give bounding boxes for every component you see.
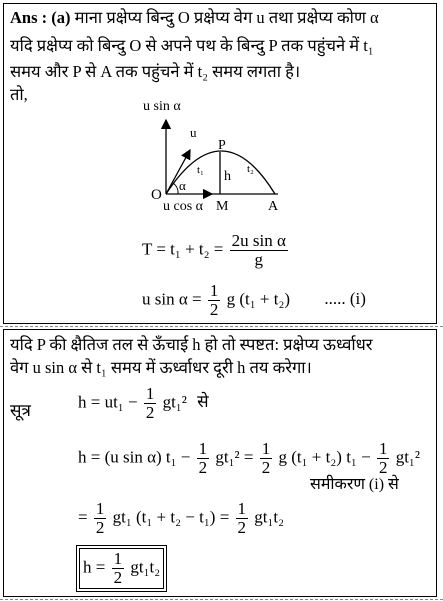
- eq2-c: g (t₁ + t₂) t₁ −: [278, 447, 371, 467]
- label-h: h: [224, 169, 231, 184]
- eq1-after: से: [197, 392, 209, 412]
- eq2-frac3-den: 2: [378, 458, 388, 477]
- eq2-frac2: [260, 440, 273, 477]
- label-P: P: [218, 138, 226, 153]
- eq2-frac1-den: 2: [198, 458, 208, 477]
- label-u: u: [190, 125, 197, 140]
- final-result-box: [76, 545, 167, 592]
- eq-usin-num: 1: [209, 281, 219, 300]
- eq1-num: 1: [145, 384, 155, 403]
- part2-line-2: वेग u sin α से t₁ समय में ऊर्ध्वाधर दूरी h तय करेगा।: [10, 358, 312, 377]
- eq3-frac1-num: 1: [95, 499, 105, 518]
- sutra-label: सूत्र: [10, 401, 31, 420]
- eq-T-num: 2u sin α: [231, 231, 286, 250]
- eq-usin-den: 2: [209, 300, 219, 319]
- intro-line-3: समय और P से A तक पहुंचने में t₂ समय लगता है।: [10, 62, 301, 81]
- intro-text-1: माना प्रक्षेप्य बिन्दु O प्रक्षेप्य वेग u तथा प्रक्षेप्य कोण α: [74, 8, 379, 27]
- eq2-a: h = (u sin α) t₁ −: [78, 447, 191, 467]
- eq2-frac2-num: 1: [261, 439, 271, 458]
- bottom-divider: [0, 599, 443, 600]
- equation-h1: [78, 385, 209, 422]
- eq2-frac1-num: 1: [198, 439, 208, 458]
- label-t1: t₁: [197, 164, 204, 176]
- label-A: A: [268, 199, 279, 214]
- final-num: 1: [113, 549, 123, 568]
- eq3-frac2: [236, 500, 249, 537]
- label-t2: t₂: [247, 163, 254, 175]
- eq3-c: gt₁t₂: [254, 507, 285, 527]
- eq3-frac1: [94, 500, 107, 537]
- eq1-den: 2: [145, 403, 155, 422]
- eq3-frac2-num: 1: [237, 499, 247, 518]
- eq-T-lhs: T = t₁ + t₂ =: [142, 239, 224, 259]
- label-M: M: [216, 199, 229, 214]
- label-alpha: α: [179, 178, 186, 193]
- eq-T-fraction: [230, 232, 288, 269]
- final-fraction: [112, 550, 125, 587]
- final-den: 2: [113, 568, 123, 587]
- eq2-frac2-den: 2: [261, 458, 271, 477]
- eq2-b: gt₁² =: [215, 447, 254, 467]
- projectile-diagram: [0, 95, 443, 214]
- intro-line-1: [10, 8, 379, 28]
- eq3-frac1-den: 2: [95, 518, 105, 537]
- eq2-frac3-num: 1: [378, 439, 388, 458]
- eq1-lhs: h = ut₁ −: [78, 392, 138, 412]
- angle-arc: [173, 183, 178, 194]
- section-divider: [0, 326, 443, 327]
- eq1-fraction: [144, 385, 157, 422]
- label-O: O: [151, 187, 162, 203]
- label-ucos: u cos α: [163, 199, 203, 214]
- intro-line-2: यदि प्रक्षेप्य को बिन्दु O से अपने पथ के बिन्दु P तक पहुंचने में t₁: [10, 36, 374, 55]
- final-rhs: gt₁t₂: [130, 557, 161, 577]
- eq-usin-fraction: [208, 282, 221, 319]
- eq3-frac2-den: 2: [237, 518, 247, 537]
- eq1-rhs: gt₁²: [162, 392, 187, 412]
- eq3-b: gt₁ (t₁ + t₂ − t₁) =: [112, 507, 230, 527]
- part2-line-1: यदि P की क्षैतिज तल से ऊँचाई h हो तो स्पष्टत: प्रक्षेप्य ऊर्ध्वाधर: [10, 335, 373, 354]
- eq2-d: gt₁²: [395, 447, 420, 467]
- answer-label: Ans : (a): [10, 8, 71, 27]
- equation-time-of-flight: [142, 232, 290, 269]
- eq-usin-tag: ..... (i): [324, 289, 366, 309]
- velocity-arrow: [166, 150, 190, 194]
- label-usin: u sin α: [143, 99, 181, 114]
- final-lhs: h =: [83, 557, 106, 577]
- eq3-a: =: [78, 507, 88, 527]
- equation-usin: [142, 282, 366, 319]
- samikaran-note: समीकरण (i) से: [310, 476, 399, 493]
- equation-h3: [78, 500, 284, 537]
- eq2-frac1: [197, 440, 210, 477]
- eq-usin-lhs: u sin α =: [142, 289, 202, 309]
- eq-T-den: g: [254, 250, 264, 269]
- eq-usin-rhs: g (t₁ + t₂): [226, 289, 291, 309]
- intro-line-4: तो,: [10, 85, 28, 104]
